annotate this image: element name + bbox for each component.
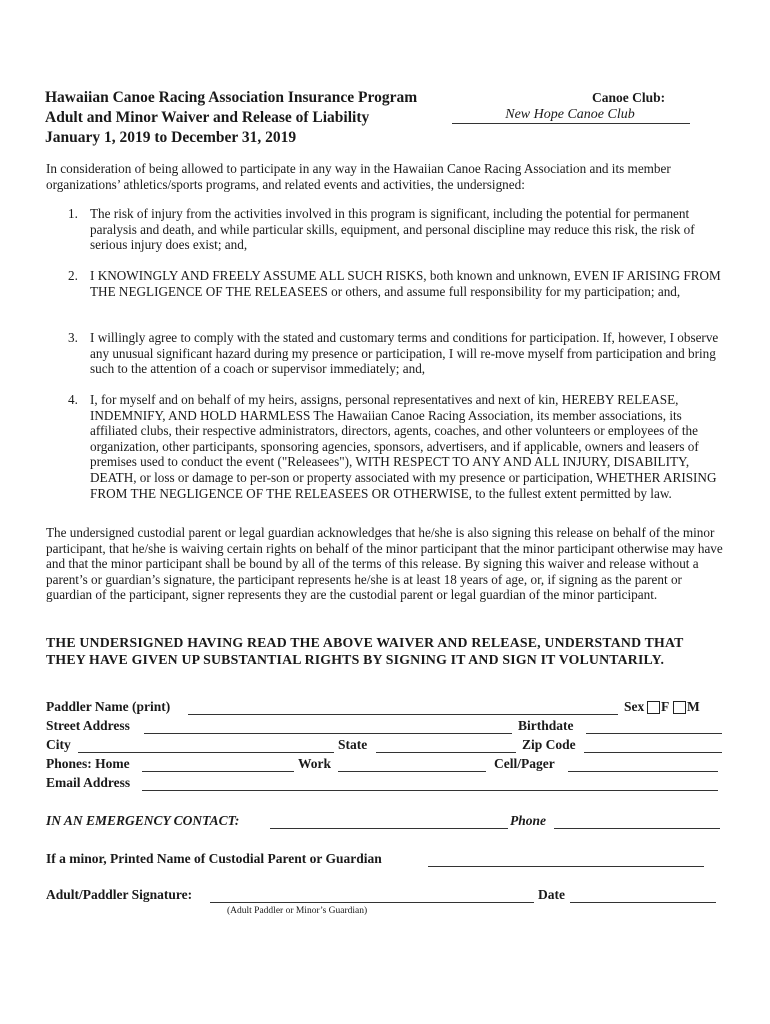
phones-row (46, 756, 726, 774)
emergency-contact-input[interactable] (270, 827, 508, 829)
cell-pager-input[interactable] (568, 770, 718, 772)
male-checkbox[interactable] (673, 701, 686, 714)
emergency-row (46, 813, 726, 831)
list-item-3 (68, 330, 728, 377)
male-label: M (687, 699, 700, 714)
signature-note: (Adult Paddler or Minor’s Guardian) (227, 906, 368, 916)
canoe-club-value: New Hope Canoe Club (505, 107, 635, 122)
list-item-text: I willingly agree to comply with the stated and customary terms and conditions for participation. If, however, I observe any unusual significant hazard during my presence or participation, I will re-move myself from participation and bring such to the attention of a coach or supervisor immediately; and, (90, 330, 719, 377)
acknowledgement-statement: THE UNDERSIGNED HAVING READ THE ABOVE WAIVER AND RELEASE, UNDERSTAND THAT THEY HAVE GIVEN UP SUBSTANTIAL RIGHTS BY SIGNING IT AND SIGN IT VOLUNTARILY. (46, 635, 684, 667)
zip-code-input[interactable] (584, 751, 722, 753)
title-line-2: Adult and Minor Waiver and Release of Liability (45, 109, 370, 126)
signature-input[interactable] (210, 901, 534, 903)
zip-code-label: Zip Code (522, 737, 576, 752)
emergency-phone-label: Phone (510, 813, 547, 828)
birthdate-label: Birthdate (518, 718, 574, 733)
signature-label: Adult/Paddler Signature: (46, 887, 193, 902)
paddler-name-input[interactable] (188, 713, 618, 715)
list-item-2 (68, 268, 728, 299)
email-address-label: Email Address (46, 775, 131, 790)
email-address-input[interactable] (142, 789, 718, 791)
list-item-1 (68, 206, 728, 253)
date-label: Date (538, 887, 565, 902)
birthdate-input[interactable] (586, 732, 722, 734)
street-address-label: Street Address (46, 718, 130, 733)
form-title (45, 88, 495, 148)
state-input[interactable] (376, 751, 516, 753)
list-item-text: I KNOWINGLY AND FREELY ASSUME ALL SUCH RISKS, both known and unknown, EVEN IF ARISING FROM THE NEGLIGENCE OF THE RELEASEES or others, and assume full responsibility for my participation; and, (90, 268, 721, 299)
intro-paragraph: In consideration of being allowed to participate in any way in the Hawaiian Canoe Racing Association and its member organizations’ athletics/sports programs, and related events and activities, the undersigned: (46, 161, 671, 192)
guardian-name-row (46, 851, 726, 869)
list-item-text: I, for myself and on behalf of my heirs, assigns, personal representatives and next of kin, HEREBY RELEASE, INDEMNIFY, AND HOLD HARMLESS The Hawaiian Canoe Racing Association, its member associations, its affiliated clubs, their respective administrators, directors, agents, coaches, and other volunteers or employees of the organization, other participants, sponsoring agencies, sponsors, advertisers, and if applicable, owners and leasers of premises used to conduct the event ("Releasees"), WITH RESPECT TO ANY AND ALL INJURY, DISABILITY, DEATH, or loss or damage to per-son or property associated with my presence or participation, WHETHER ARISING FROM THE NEGLIGENCE OF THE RELEASEES OR OTHERWISE, to the fullest extent permitted by law. (90, 392, 717, 501)
title-line-1: Hawaiian Canoe Racing Association Insurance Program (45, 89, 418, 106)
guardian-paragraph: The undersigned custodial parent or legal guardian acknowledges that he/she is also signing this release on behalf of the minor participant, that he/she is waiving certain rights on behalf of the minor participant that the minor participant otherwise may have and that the minor participant shall be bound by all of the terms of this release. By signing this waiver and release without a parent’s or guardian’s signature, the participant represents he/she is at least 18 years of age, or, if signing as the parent or guardian of the participant, signer represents they are the custodial parent or legal guardian of the minor participant. (46, 525, 723, 603)
list-item-number: 4. (68, 392, 78, 407)
canoe-club-label: Canoe Club: (592, 90, 666, 105)
list-item-number: 1. (68, 206, 78, 221)
list-item-4 (68, 392, 728, 501)
canoe-club-field[interactable] (452, 104, 690, 124)
female-label: F (661, 699, 670, 714)
emergency-contact-label: IN AN EMERGENCY CONTACT: (46, 813, 240, 828)
guardian-name-label: If a minor, Printed Name of Custodial Parent or Guardian (46, 851, 382, 866)
email-row (46, 775, 726, 793)
guardian-name-input[interactable] (428, 865, 704, 867)
emergency-phone-input[interactable] (554, 827, 720, 829)
state-label: State (338, 737, 368, 752)
list-item-number: 2. (68, 268, 78, 283)
street-address-input[interactable] (144, 732, 512, 734)
city-input[interactable] (78, 751, 334, 753)
home-phone-label: Phones: Home (46, 756, 130, 771)
work-phone-label: Work (298, 756, 332, 771)
sex-label: Sex (624, 699, 645, 714)
paddler-name-row (46, 699, 726, 717)
list-item-text: The risk of injury from the activities involved in this program is significant, including the potential for permanent paralysis and death, and while particular skills, equipment, and personal discipline may reduce this risk, the risk of serious injury does exist; and, (90, 206, 695, 253)
female-checkbox[interactable] (647, 701, 660, 714)
date-input[interactable] (570, 901, 716, 903)
street-row (46, 718, 726, 736)
work-phone-input[interactable] (338, 770, 486, 772)
signature-row (46, 887, 726, 905)
city-row (46, 737, 726, 755)
home-phone-input[interactable] (142, 770, 294, 772)
cell-pager-label: Cell/Pager (494, 756, 555, 771)
title-line-3: January 1, 2019 to December 31, 2019 (45, 129, 297, 146)
city-label: City (46, 737, 71, 752)
list-item-number: 3. (68, 330, 78, 345)
paddler-name-label: Paddler Name (print) (46, 699, 171, 714)
